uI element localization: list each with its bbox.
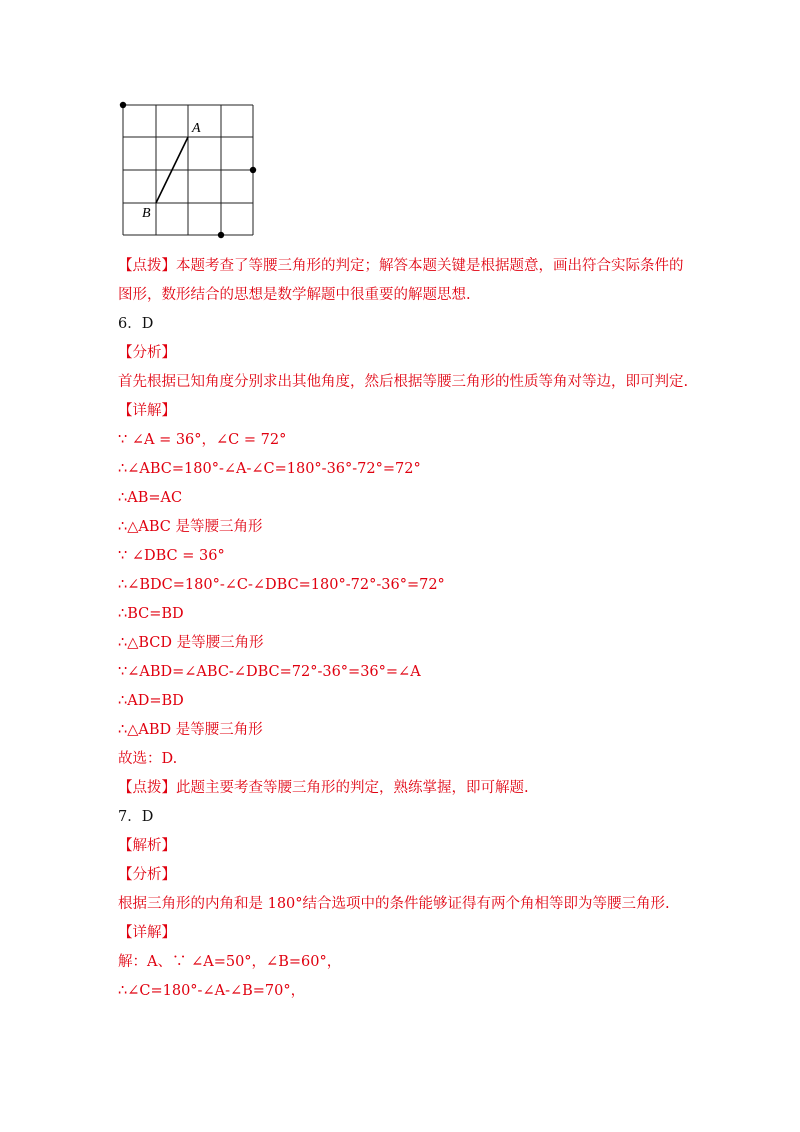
math-line: ∴∠BDC=180°-∠C-∠DBC=180°-72°-36°=72° [118, 577, 445, 593]
math-line: ∴∠C=180°-∠A-∠B=70°， [118, 983, 306, 999]
grid-dot [250, 167, 256, 173]
math-line: ∵∠ABD=∠ABC-∠DBC=72°-36°=36°=∠A [118, 664, 421, 680]
math-line: ∴AD=BD [118, 693, 184, 709]
math-line: ∵ ∠DBC = 36° [118, 548, 225, 564]
math-line: ∴△BCD 是等腰三角形 [118, 635, 264, 651]
math-line: ∵ ∠A = 36°，∠C = 72° [118, 432, 287, 448]
section-label: 【分析】 [118, 867, 176, 883]
grid-figure [112, 96, 262, 246]
math-line: ∴BC=BD [118, 606, 184, 622]
grid-dot [120, 102, 126, 108]
math-line: ∴AB=AC [118, 490, 183, 506]
answer-heading: 6．D [118, 316, 154, 332]
text-line: 首先根据已知角度分别求出其他角度，然后根据等腰三角形的性质等角对等边，即可判定. [118, 374, 689, 390]
math-line: ∴△ABD 是等腰三角形 [118, 722, 263, 738]
section-label: 【详解】 [118, 403, 176, 419]
grid-dot [218, 232, 224, 238]
text-line: 故选：D. [118, 751, 178, 767]
grid-diagram [112, 96, 262, 242]
section-label: 【解析】 [118, 838, 176, 854]
math-line: 解：A、∵ ∠A=50°，∠B=60°， [118, 954, 342, 970]
text-line: 根据三角形的内角和是 180°结合选项中的条件能够证得有两个角相等即为等腰三角形. [118, 896, 670, 912]
section-label: 【分析】 [118, 345, 176, 361]
point-label-a: A [192, 121, 201, 136]
text-line: 【点拨】此题主要考查等腰三角形的判定，熟练掌握，即可解题. [118, 780, 529, 796]
math-line: ∴∠ABC=180°-∠A-∠C=180°-36°-72°=72° [118, 461, 421, 477]
text-line: 【点拨】本题考查了等腰三角形的判定；解答本题关键是根据题意，画出符合实际条件的 [118, 258, 684, 274]
math-line: ∴△ABC 是等腰三角形 [118, 519, 263, 535]
answer-heading: 7．D [118, 809, 154, 825]
text-line: 图形，数形结合的思想是数学解题中很重要的解题思想. [118, 287, 471, 303]
section-label: 【详解】 [118, 925, 176, 941]
point-label-b: B [142, 206, 151, 221]
